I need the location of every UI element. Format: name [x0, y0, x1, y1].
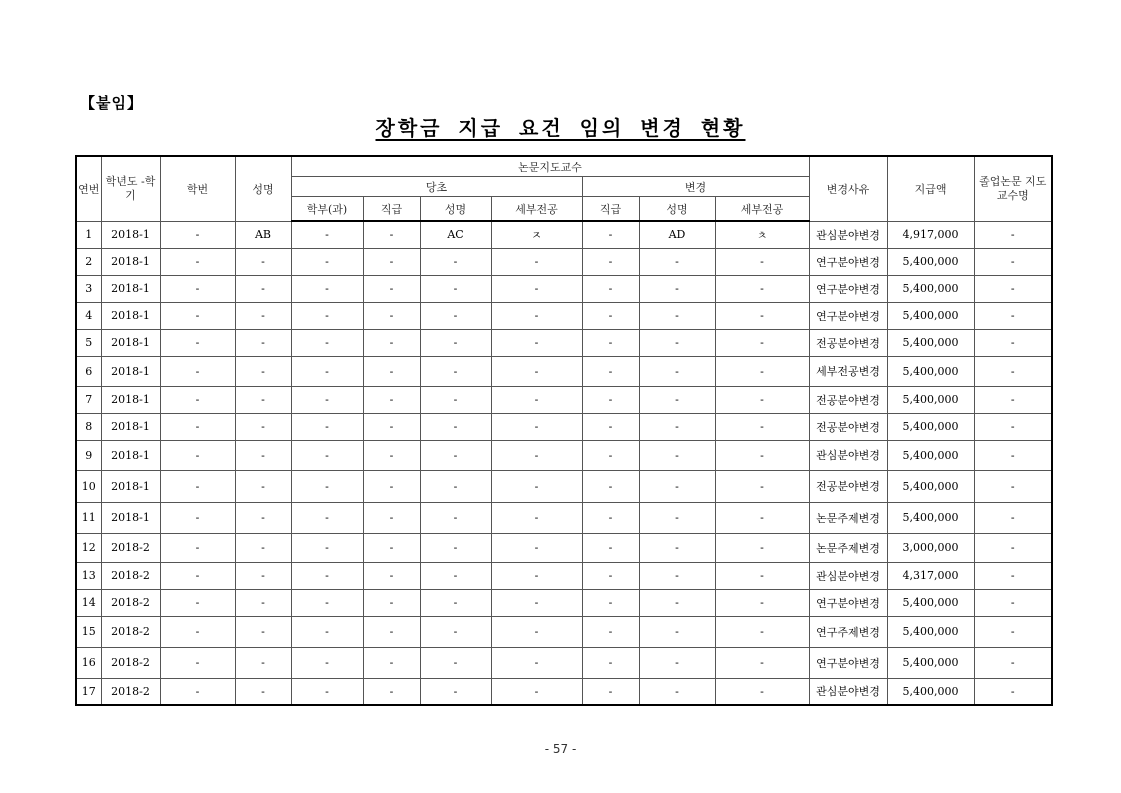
cell-major-changed: - [715, 562, 809, 589]
header-dept: 학부(과) [291, 197, 363, 222]
cell-reason: 연구분야변경 [809, 647, 887, 678]
cell-major-changed: - [715, 470, 809, 502]
cell-amount: 5,400,000 [887, 275, 974, 302]
cell-no: 12 [76, 533, 101, 562]
cell-semester: 2018-2 [101, 616, 160, 647]
cell-major-changed: - [715, 356, 809, 386]
cell-student-id: - [160, 678, 235, 705]
cell-amount: 5,400,000 [887, 248, 974, 275]
header-reason: 변경사유 [809, 156, 887, 221]
cell-rank: - [363, 440, 420, 470]
cell-advisor-name: - [420, 533, 491, 562]
cell-name: - [235, 678, 291, 705]
cell-amount: 5,400,000 [887, 502, 974, 533]
cell-amount: 5,400,000 [887, 678, 974, 705]
cell-reason: 연구분야변경 [809, 275, 887, 302]
table-row [76, 275, 1052, 302]
cell-dept: - [291, 413, 363, 440]
attachment-label: 【붙임】 [80, 94, 143, 112]
cell-major: - [491, 440, 582, 470]
cell-rank-changed: - [582, 356, 639, 386]
cell-advisor-name-changed: - [639, 470, 715, 502]
cell-amount: 5,400,000 [887, 589, 974, 616]
table-row [76, 413, 1052, 440]
page-number: - 57 - [544, 742, 577, 756]
cell-student-id: - [160, 248, 235, 275]
table-row [76, 221, 1052, 248]
cell-advisor-name-changed: - [639, 502, 715, 533]
cell-dept: - [291, 647, 363, 678]
cell-semester: 2018-1 [101, 470, 160, 502]
cell-name: - [235, 413, 291, 440]
table-body [76, 221, 1052, 705]
cell-rank-changed: - [582, 470, 639, 502]
cell-advisor-name-changed: AD [639, 221, 715, 248]
cell-name: - [235, 616, 291, 647]
header-changed: 변경 [582, 177, 809, 197]
cell-dept: - [291, 533, 363, 562]
cell-rank-changed: - [582, 248, 639, 275]
cell-semester: 2018-1 [101, 302, 160, 329]
cell-grad-advisor: - [974, 413, 1052, 440]
cell-no: 3 [76, 275, 101, 302]
cell-name: - [235, 470, 291, 502]
cell-reason: 연구분야변경 [809, 248, 887, 275]
cell-name: - [235, 440, 291, 470]
header-original: 당초 [291, 177, 582, 197]
cell-major-changed: ㅊ [715, 221, 809, 248]
cell-grad-advisor: - [974, 386, 1052, 413]
header-major-changed: 세부전공 [715, 197, 809, 222]
cell-advisor-name: - [420, 329, 491, 356]
cell-name: AB [235, 221, 291, 248]
cell-dept: - [291, 275, 363, 302]
cell-grad-advisor: - [974, 589, 1052, 616]
cell-rank-changed: - [582, 440, 639, 470]
cell-reason: 세부전공변경 [809, 356, 887, 386]
header-advisor-name-changed: 성명 [639, 197, 715, 222]
table-row [76, 502, 1052, 533]
cell-name: - [235, 248, 291, 275]
cell-rank: - [363, 678, 420, 705]
cell-rank: - [363, 589, 420, 616]
cell-advisor-name: - [420, 356, 491, 386]
cell-advisor-name: - [420, 678, 491, 705]
cell-major: - [491, 413, 582, 440]
cell-rank: - [363, 221, 420, 248]
table-row [76, 533, 1052, 562]
cell-dept: - [291, 678, 363, 705]
cell-reason: 전공분야변경 [809, 413, 887, 440]
cell-advisor-name: - [420, 616, 491, 647]
cell-no: 5 [76, 329, 101, 356]
cell-advisor-name-changed: - [639, 533, 715, 562]
cell-grad-advisor: - [974, 470, 1052, 502]
cell-grad-advisor: - [974, 275, 1052, 302]
cell-student-id: - [160, 440, 235, 470]
cell-no: 11 [76, 502, 101, 533]
cell-rank: - [363, 356, 420, 386]
cell-semester: 2018-1 [101, 440, 160, 470]
cell-rank: - [363, 502, 420, 533]
cell-major: - [491, 470, 582, 502]
cell-grad-advisor: - [974, 533, 1052, 562]
table-row [76, 356, 1052, 386]
cell-major-changed: - [715, 502, 809, 533]
cell-rank-changed: - [582, 678, 639, 705]
header-advisor-name: 성명 [420, 197, 491, 222]
cell-semester: 2018-1 [101, 329, 160, 356]
cell-grad-advisor: - [974, 562, 1052, 589]
header-grad-advisor: 졸업논문 지도교수명 [974, 156, 1052, 221]
cell-major: - [491, 248, 582, 275]
cell-advisor-name-changed: - [639, 440, 715, 470]
cell-student-id: - [160, 533, 235, 562]
cell-amount: 5,400,000 [887, 329, 974, 356]
cell-major-changed: - [715, 275, 809, 302]
cell-reason: 전공분야변경 [809, 386, 887, 413]
header-no: 연번 [76, 156, 101, 221]
cell-name: - [235, 502, 291, 533]
cell-rank: - [363, 470, 420, 502]
cell-no: 2 [76, 248, 101, 275]
cell-advisor-name: - [420, 440, 491, 470]
cell-rank-changed: - [582, 275, 639, 302]
cell-major: - [491, 533, 582, 562]
cell-semester: 2018-2 [101, 647, 160, 678]
cell-rank-changed: - [582, 329, 639, 356]
cell-grad-advisor: - [974, 678, 1052, 705]
cell-reason: 전공분야변경 [809, 470, 887, 502]
cell-advisor-name: - [420, 562, 491, 589]
cell-major-changed: - [715, 647, 809, 678]
cell-advisor-name-changed: - [639, 413, 715, 440]
cell-rank-changed: - [582, 533, 639, 562]
cell-dept: - [291, 502, 363, 533]
cell-no: 1 [76, 221, 101, 248]
cell-name: - [235, 275, 291, 302]
cell-advisor-name-changed: - [639, 248, 715, 275]
cell-advisor-name: - [420, 248, 491, 275]
cell-reason: 연구분야변경 [809, 302, 887, 329]
cell-reason: 관심분야변경 [809, 678, 887, 705]
cell-advisor-name-changed: - [639, 302, 715, 329]
cell-major: - [491, 678, 582, 705]
cell-major-changed: - [715, 678, 809, 705]
cell-student-id: - [160, 562, 235, 589]
table-row [76, 616, 1052, 647]
cell-grad-advisor: - [974, 329, 1052, 356]
cell-major-changed: - [715, 413, 809, 440]
cell-amount: 5,400,000 [887, 413, 974, 440]
cell-student-id: - [160, 470, 235, 502]
cell-major-changed: - [715, 533, 809, 562]
cell-reason: 관심분야변경 [809, 562, 887, 589]
cell-semester: 2018-1 [101, 413, 160, 440]
cell-rank-changed: - [582, 386, 639, 413]
cell-dept: - [291, 248, 363, 275]
cell-semester: 2018-2 [101, 562, 160, 589]
cell-student-id: - [160, 275, 235, 302]
cell-grad-advisor: - [974, 221, 1052, 248]
cell-advisor-name-changed: - [639, 616, 715, 647]
cell-amount: 5,400,000 [887, 356, 974, 386]
cell-rank: - [363, 647, 420, 678]
cell-semester: 2018-1 [101, 386, 160, 413]
table-row [76, 647, 1052, 678]
cell-amount: 5,400,000 [887, 440, 974, 470]
header-name: 성명 [235, 156, 291, 221]
cell-rank-changed: - [582, 647, 639, 678]
cell-major: - [491, 647, 582, 678]
cell-advisor-name: AC [420, 221, 491, 248]
cell-reason: 논문주제변경 [809, 533, 887, 562]
cell-dept: - [291, 386, 363, 413]
cell-no: 17 [76, 678, 101, 705]
cell-student-id: - [160, 221, 235, 248]
header-amount: 지급액 [887, 156, 974, 221]
cell-reason: 연구분야변경 [809, 589, 887, 616]
cell-advisor-name-changed: - [639, 386, 715, 413]
cell-rank-changed: - [582, 616, 639, 647]
cell-advisor-name-changed: - [639, 589, 715, 616]
cell-semester: 2018-1 [101, 275, 160, 302]
header-rank-changed: 직급 [582, 197, 639, 222]
cell-student-id: - [160, 386, 235, 413]
cell-dept: - [291, 302, 363, 329]
cell-advisor-name-changed: - [639, 275, 715, 302]
cell-reason: 전공분야변경 [809, 329, 887, 356]
cell-student-id: - [160, 589, 235, 616]
cell-rank: - [363, 302, 420, 329]
cell-advisor-name-changed: - [639, 562, 715, 589]
cell-reason: 관심분야변경 [809, 221, 887, 248]
table-row [76, 302, 1052, 329]
cell-reason: 논문주제변경 [809, 502, 887, 533]
cell-no: 6 [76, 356, 101, 386]
cell-amount: 4,917,000 [887, 221, 974, 248]
cell-major: - [491, 275, 582, 302]
cell-dept: - [291, 562, 363, 589]
cell-rank: - [363, 562, 420, 589]
cell-major: ㅈ [491, 221, 582, 248]
cell-no: 9 [76, 440, 101, 470]
cell-rank: - [363, 329, 420, 356]
cell-reason: 연구주제변경 [809, 616, 887, 647]
cell-advisor-name-changed: - [639, 356, 715, 386]
cell-rank-changed: - [582, 589, 639, 616]
table-row [76, 470, 1052, 502]
table-row [76, 678, 1052, 705]
cell-amount: 5,400,000 [887, 647, 974, 678]
cell-name: - [235, 302, 291, 329]
cell-rank: - [363, 275, 420, 302]
cell-reason: 관심분야변경 [809, 440, 887, 470]
cell-advisor-name: - [420, 302, 491, 329]
cell-dept: - [291, 356, 363, 386]
cell-rank-changed: - [582, 221, 639, 248]
table-row [76, 329, 1052, 356]
cell-major-changed: - [715, 302, 809, 329]
cell-grad-advisor: - [974, 502, 1052, 533]
cell-student-id: - [160, 356, 235, 386]
table-row [76, 562, 1052, 589]
cell-amount: 3,000,000 [887, 533, 974, 562]
cell-major: - [491, 329, 582, 356]
cell-name: - [235, 562, 291, 589]
cell-no: 7 [76, 386, 101, 413]
cell-major-changed: - [715, 329, 809, 356]
table-row [76, 386, 1052, 413]
cell-advisor-name: - [420, 502, 491, 533]
header-major: 세부전공 [491, 197, 582, 222]
cell-name: - [235, 356, 291, 386]
cell-name: - [235, 647, 291, 678]
cell-rank-changed: - [582, 562, 639, 589]
cell-rank: - [363, 616, 420, 647]
cell-no: 8 [76, 413, 101, 440]
cell-no: 16 [76, 647, 101, 678]
cell-dept: - [291, 589, 363, 616]
cell-grad-advisor: - [974, 302, 1052, 329]
cell-name: - [235, 329, 291, 356]
cell-name: - [235, 386, 291, 413]
cell-dept: - [291, 329, 363, 356]
cell-rank-changed: - [582, 302, 639, 329]
table-row [76, 589, 1052, 616]
cell-rank: - [363, 248, 420, 275]
cell-semester: 2018-1 [101, 502, 160, 533]
cell-grad-advisor: - [974, 616, 1052, 647]
cell-grad-advisor: - [974, 248, 1052, 275]
cell-rank: - [363, 413, 420, 440]
cell-major: - [491, 589, 582, 616]
cell-student-id: - [160, 502, 235, 533]
cell-major: - [491, 386, 582, 413]
cell-name: - [235, 589, 291, 616]
cell-no: 14 [76, 589, 101, 616]
cell-semester: 2018-1 [101, 221, 160, 248]
cell-advisor-name: - [420, 470, 491, 502]
table-row [76, 440, 1052, 470]
cell-student-id: - [160, 616, 235, 647]
cell-major-changed: - [715, 248, 809, 275]
cell-advisor-name: - [420, 386, 491, 413]
cell-rank-changed: - [582, 413, 639, 440]
cell-no: 10 [76, 470, 101, 502]
header-advisor: 논문지도교수 [291, 156, 809, 177]
cell-major: - [491, 356, 582, 386]
cell-student-id: - [160, 302, 235, 329]
cell-semester: 2018-2 [101, 678, 160, 705]
cell-major: - [491, 502, 582, 533]
cell-major: - [491, 302, 582, 329]
cell-student-id: - [160, 329, 235, 356]
cell-student-id: - [160, 647, 235, 678]
cell-dept: - [291, 221, 363, 248]
cell-grad-advisor: - [974, 647, 1052, 678]
table-row [76, 248, 1052, 275]
cell-no: 4 [76, 302, 101, 329]
cell-advisor-name: - [420, 589, 491, 616]
cell-amount: 5,400,000 [887, 616, 974, 647]
cell-semester: 2018-1 [101, 248, 160, 275]
document-title [0, 112, 1121, 141]
cell-rank: - [363, 386, 420, 413]
cell-advisor-name: - [420, 275, 491, 302]
cell-major-changed: - [715, 616, 809, 647]
cell-advisor-name-changed: - [639, 647, 715, 678]
cell-rank: - [363, 533, 420, 562]
cell-major-changed: - [715, 440, 809, 470]
cell-advisor-name-changed: - [639, 678, 715, 705]
cell-semester: 2018-2 [101, 589, 160, 616]
cell-student-id: - [160, 413, 235, 440]
cell-amount: 5,400,000 [887, 386, 974, 413]
document-title-text: 장학금 지급 요건 임의 변경 현황 [375, 116, 746, 140]
cell-dept: - [291, 440, 363, 470]
cell-amount: 5,400,000 [887, 302, 974, 329]
header-rank: 직급 [363, 197, 420, 222]
cell-semester: 2018-1 [101, 356, 160, 386]
cell-major-changed: - [715, 589, 809, 616]
cell-semester: 2018-2 [101, 533, 160, 562]
cell-advisor-name: - [420, 647, 491, 678]
cell-major: - [491, 616, 582, 647]
cell-advisor-name: - [420, 413, 491, 440]
cell-amount: 4,317,000 [887, 562, 974, 589]
cell-advisor-name-changed: - [639, 329, 715, 356]
cell-grad-advisor: - [974, 356, 1052, 386]
scholarship-change-table [75, 155, 1053, 706]
cell-major-changed: - [715, 386, 809, 413]
cell-amount: 5,400,000 [887, 470, 974, 502]
cell-grad-advisor: - [974, 440, 1052, 470]
cell-dept: - [291, 616, 363, 647]
cell-rank-changed: - [582, 502, 639, 533]
cell-name: - [235, 533, 291, 562]
cell-dept: - [291, 470, 363, 502]
cell-no: 13 [76, 562, 101, 589]
header-student-id: 학번 [160, 156, 235, 221]
cell-no: 15 [76, 616, 101, 647]
header-year-semester: 학년도 -학기 [101, 156, 160, 221]
cell-major: - [491, 562, 582, 589]
